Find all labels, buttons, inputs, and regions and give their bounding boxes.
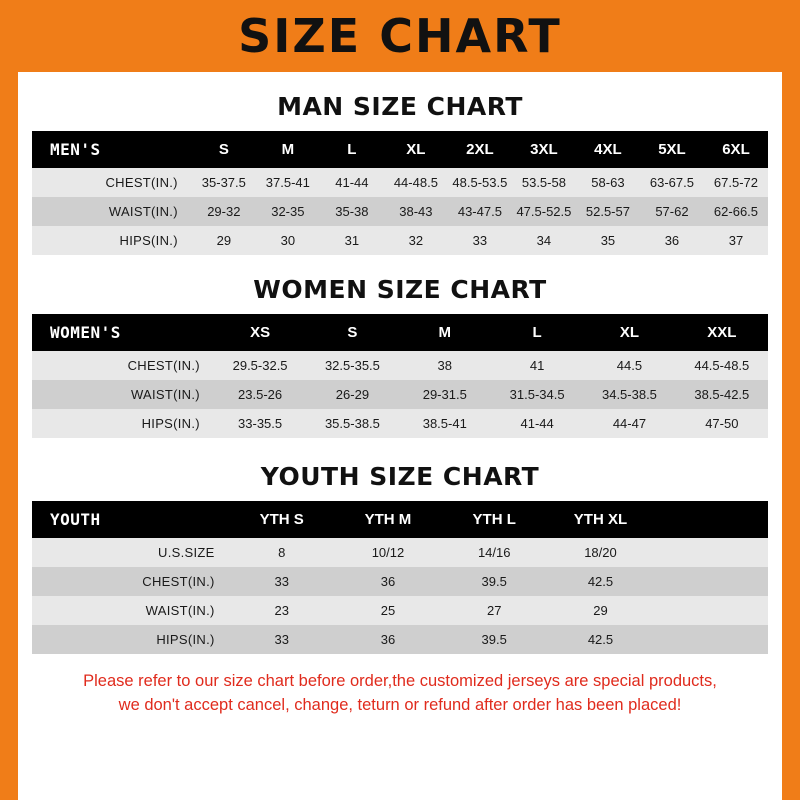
table-row: [32, 409, 768, 438]
cell: 52.5-57: [576, 197, 640, 226]
chart-content: [18, 72, 782, 800]
cell: 31.5-34.5: [491, 380, 583, 409]
row-label: HIPS(IN.): [32, 226, 192, 255]
cell: 29-32: [192, 197, 256, 226]
disclaimer-line-2: we don't accept cancel, change, teturn or refund after order has been placed!: [118, 695, 682, 714]
cell: 41-44: [491, 409, 583, 438]
column-header: 6XL: [704, 131, 768, 168]
table-header-row: [32, 314, 768, 351]
cell: 35: [576, 226, 640, 255]
cell: 34: [512, 226, 576, 255]
cell: 38.5-41: [399, 409, 491, 438]
table-row: [32, 538, 768, 567]
cell: 38-43: [384, 197, 448, 226]
column-header: XXL: [676, 314, 768, 351]
cell: 23.5-26: [214, 380, 306, 409]
cell: 34.5-38.5: [583, 380, 675, 409]
cell: 27: [441, 596, 547, 625]
table-row: [32, 567, 768, 596]
cell: 33: [229, 625, 335, 654]
page-title: SIZE CHART: [238, 9, 562, 63]
women-size-table: [32, 314, 768, 438]
table-header-row: [32, 131, 768, 168]
column-header: XS: [214, 314, 306, 351]
cell-spacer: [654, 625, 768, 654]
men-size-table: [32, 131, 768, 255]
cell: 32-35: [256, 197, 320, 226]
column-header: 4XL: [576, 131, 640, 168]
cell: 43-47.5: [448, 197, 512, 226]
row-label: CHEST(IN.): [32, 351, 214, 380]
table-row: [32, 380, 768, 409]
column-header: YOUTH: [32, 501, 229, 538]
cell-spacer: [654, 567, 768, 596]
cell: 25: [335, 596, 441, 625]
column-header: L: [491, 314, 583, 351]
cell: 44.5-48.5: [676, 351, 768, 380]
section-title-men: MAN SIZE CHART: [277, 92, 523, 121]
cell: 38: [399, 351, 491, 380]
cell: 10/12: [335, 538, 441, 567]
cell: 33: [448, 226, 512, 255]
cell: 32: [384, 226, 448, 255]
column-header: MEN'S: [32, 131, 192, 168]
cell: 29: [547, 596, 653, 625]
section-title-women: WOMEN SIZE CHART: [253, 275, 547, 304]
cell: 58-63: [576, 168, 640, 197]
row-label: WAIST(IN.): [32, 197, 192, 226]
disclaimer-note: [36, 670, 764, 718]
column-header: XL: [384, 131, 448, 168]
row-label: U.S.SIZE: [32, 538, 229, 567]
column-header: 2XL: [448, 131, 512, 168]
column-header: YTH M: [335, 501, 441, 538]
cell: 62-66.5: [704, 197, 768, 226]
cell: 29.5-32.5: [214, 351, 306, 380]
cell: 35-37.5: [192, 168, 256, 197]
cell: 39.5: [441, 625, 547, 654]
cell: 41: [491, 351, 583, 380]
table-row: [32, 625, 768, 654]
column-header: 3XL: [512, 131, 576, 168]
cell: 37: [704, 226, 768, 255]
cell: 44-48.5: [384, 168, 448, 197]
row-label: WAIST(IN.): [32, 596, 229, 625]
cell: 14/16: [441, 538, 547, 567]
cell: 33: [229, 567, 335, 596]
cell: 44-47: [583, 409, 675, 438]
table-row: [32, 197, 768, 226]
table-header-row: [32, 501, 768, 538]
cell: 30: [256, 226, 320, 255]
column-header: YTH S: [229, 501, 335, 538]
cell: 35-38: [320, 197, 384, 226]
cell: 48.5-53.5: [448, 168, 512, 197]
cell: 42.5: [547, 625, 653, 654]
cell: 53.5-58: [512, 168, 576, 197]
cell: 37.5-41: [256, 168, 320, 197]
cell: 18/20: [547, 538, 653, 567]
cell-spacer: [654, 538, 768, 567]
cell: 8: [229, 538, 335, 567]
cell: 47-50: [676, 409, 768, 438]
cell: 26-29: [306, 380, 398, 409]
cell: 41-44: [320, 168, 384, 197]
column-header: M: [256, 131, 320, 168]
cell: 35.5-38.5: [306, 409, 398, 438]
cell: 36: [335, 567, 441, 596]
table-row: [32, 226, 768, 255]
cell-spacer: [654, 596, 768, 625]
row-label: HIPS(IN.): [32, 625, 229, 654]
cell: 42.5: [547, 567, 653, 596]
header-banner: [0, 0, 800, 72]
column-header: 5XL: [640, 131, 704, 168]
cell: 44.5: [583, 351, 675, 380]
cell: 39.5: [441, 567, 547, 596]
column-header: L: [320, 131, 384, 168]
cell: 29: [192, 226, 256, 255]
cell: 63-67.5: [640, 168, 704, 197]
disclaimer-line-1: Please refer to our size chart before order,the customized jerseys are special products,: [83, 672, 717, 690]
column-header: S: [192, 131, 256, 168]
cell: 57-62: [640, 197, 704, 226]
section-title-youth: YOUTH SIZE CHART: [260, 462, 540, 491]
column-header: S: [306, 314, 398, 351]
column-header: XL: [583, 314, 675, 351]
cell: 23: [229, 596, 335, 625]
cell: 32.5-35.5: [306, 351, 398, 380]
column-header: YTH L: [441, 501, 547, 538]
row-label: WAIST(IN.): [32, 380, 214, 409]
table-row: [32, 351, 768, 380]
cell: 67.5-72: [704, 168, 768, 197]
cell: 36: [335, 625, 441, 654]
youth-size-table: [32, 501, 768, 654]
column-header: M: [399, 314, 491, 351]
row-label: HIPS(IN.): [32, 409, 214, 438]
cell: 38.5-42.5: [676, 380, 768, 409]
cell: 33-35.5: [214, 409, 306, 438]
row-label: CHEST(IN.): [32, 567, 229, 596]
row-label: CHEST(IN.): [32, 168, 192, 197]
column-header: WOMEN'S: [32, 314, 214, 351]
column-header-spacer: [654, 501, 768, 538]
cell: 47.5-52.5: [512, 197, 576, 226]
column-header: YTH XL: [547, 501, 653, 538]
cell: 29-31.5: [399, 380, 491, 409]
cell: 31: [320, 226, 384, 255]
table-row: [32, 596, 768, 625]
table-row: [32, 168, 768, 197]
cell: 36: [640, 226, 704, 255]
